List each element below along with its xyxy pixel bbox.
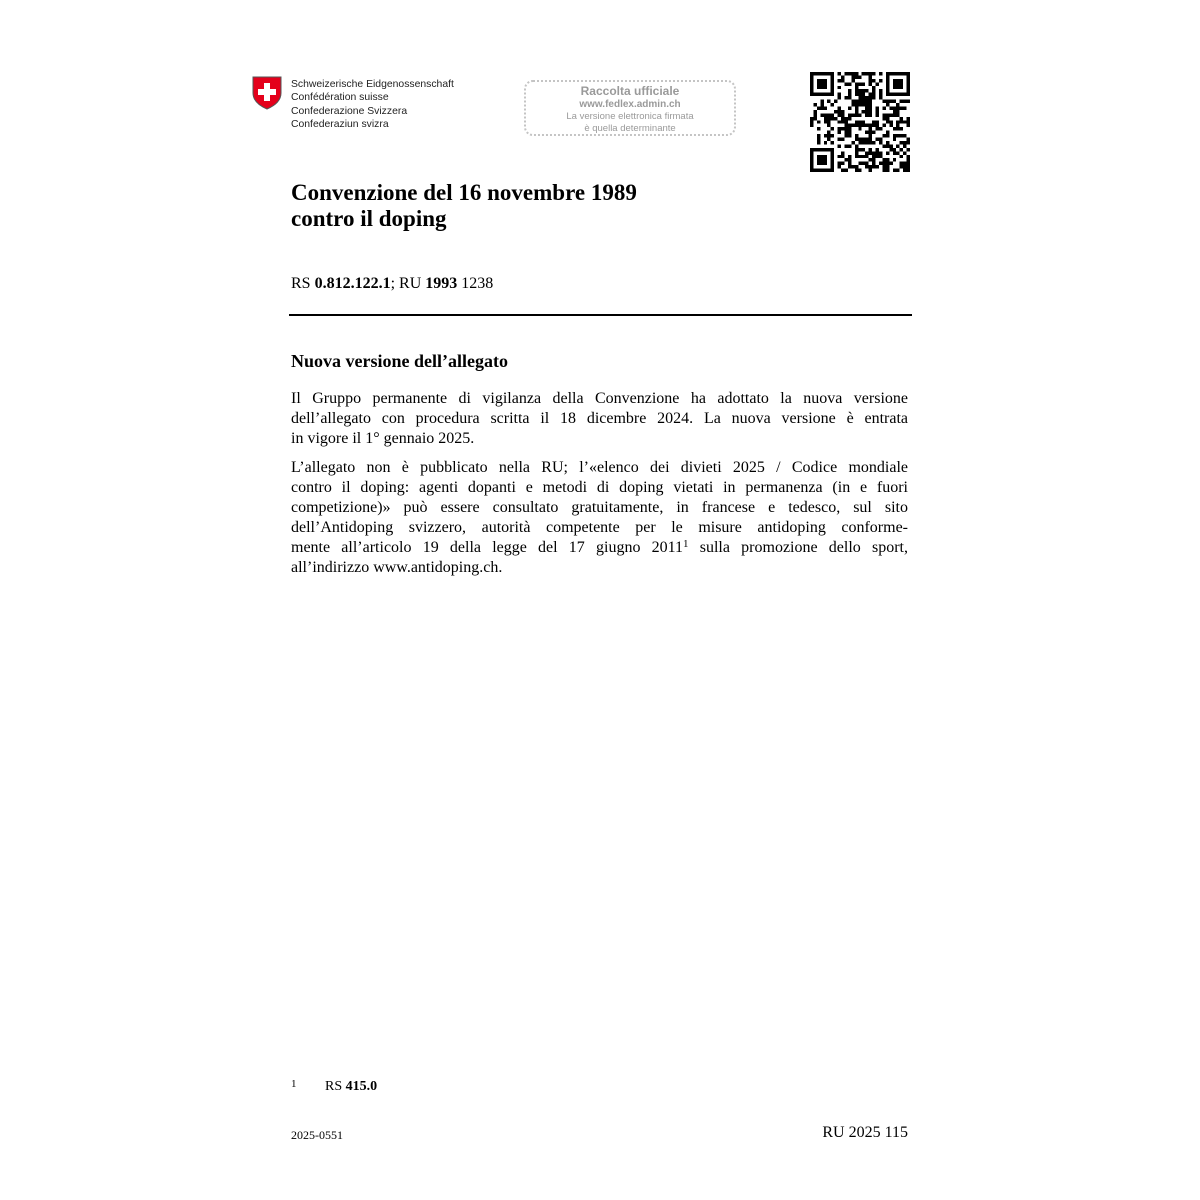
- ru-page-reference: RU 2025 115: [822, 1124, 908, 1141]
- footnote: [291, 1078, 377, 1095]
- footnote-reference[interactable]: 1: [683, 538, 689, 550]
- authority-name-fr: Confédération suisse: [291, 92, 389, 104]
- stamp-note-line1: La versione elettronica firmata: [566, 111, 694, 122]
- paragraph-1-line: Il Gruppo permanente di vigilanza della Convenzione ha adottato la nuova versione: [291, 390, 908, 407]
- stamp-url: www.fedlex.admin.ch: [579, 99, 681, 110]
- rs-ru-reference: [291, 275, 493, 293]
- rs-prefix: RS: [291, 275, 311, 292]
- title-line-2: contro il doping: [291, 206, 447, 231]
- authority-name-rm: Confederaziun svizra: [291, 119, 389, 131]
- ru-year: 1993: [425, 275, 458, 292]
- title-line-1: Convenzione del 16 novembre 1989: [291, 180, 637, 205]
- footnote-number: 1: [291, 1078, 297, 1090]
- paragraph-2-line: all’indirizzo www.antidoping.ch.: [291, 559, 503, 576]
- paragraph-1: [291, 389, 908, 449]
- document-title: [291, 180, 637, 232]
- authority-name-de: Schweizerische Eidgenossenschaft: [291, 79, 454, 90]
- paragraph-2-line: dell’Antidoping svizzero, autorità competente per le misure antidoping conforme-: [291, 519, 908, 536]
- federal-authority-names: [291, 78, 454, 132]
- stamp-note-line2: è quella determinante: [584, 122, 676, 134]
- paragraph-1-line: in vigore il 1° gennaio 2025.: [291, 430, 475, 447]
- footnote-rs-prefix: RS: [325, 1079, 343, 1094]
- rs-number: 0.812.122.1: [314, 275, 391, 292]
- ru-prefix: ; RU: [390, 275, 422, 292]
- paragraph-2: [291, 458, 908, 578]
- paragraph-2-line-with-footnote: [291, 538, 908, 558]
- paragraph-2-line-tail: sulla promozione dello sport,: [688, 539, 908, 556]
- horizontal-divider: [289, 314, 912, 316]
- qr-code-icon: [810, 72, 910, 172]
- official-collection-stamp: [524, 80, 736, 136]
- authority-name-it: Confederazione Svizzera: [291, 105, 408, 117]
- paragraph-2-line: L’allegato non è pubblicato nella RU; l’«elenco dei divieti 2025 / Codice mondiale: [291, 459, 908, 476]
- swiss-coat-of-arms-icon: [252, 76, 282, 110]
- document-id: 2025-0551: [291, 1128, 343, 1142]
- section-heading: Nuova versione dell’allegato: [291, 351, 508, 371]
- footnote-rs-number: 415.0: [345, 1079, 378, 1094]
- ru-page: 1238: [461, 275, 494, 292]
- paragraph-2-line: competizione)» può essere consultato gratuitamente, in francese e tedesco, sul sito: [291, 499, 908, 516]
- stamp-title: Raccolta ufficiale: [580, 84, 680, 98]
- paragraph-1-line: dell’allegato con procedura scritta il 18 dicembre 2024. La nuova versione è entrata: [291, 410, 908, 427]
- paragraph-2-line-text: mente all’articolo 19 della legge del 17 giugno 2011: [291, 539, 684, 556]
- paragraph-2-line: contro il doping: agenti dopanti e metodi di doping vietati in permanenza (in e fuori: [291, 479, 908, 496]
